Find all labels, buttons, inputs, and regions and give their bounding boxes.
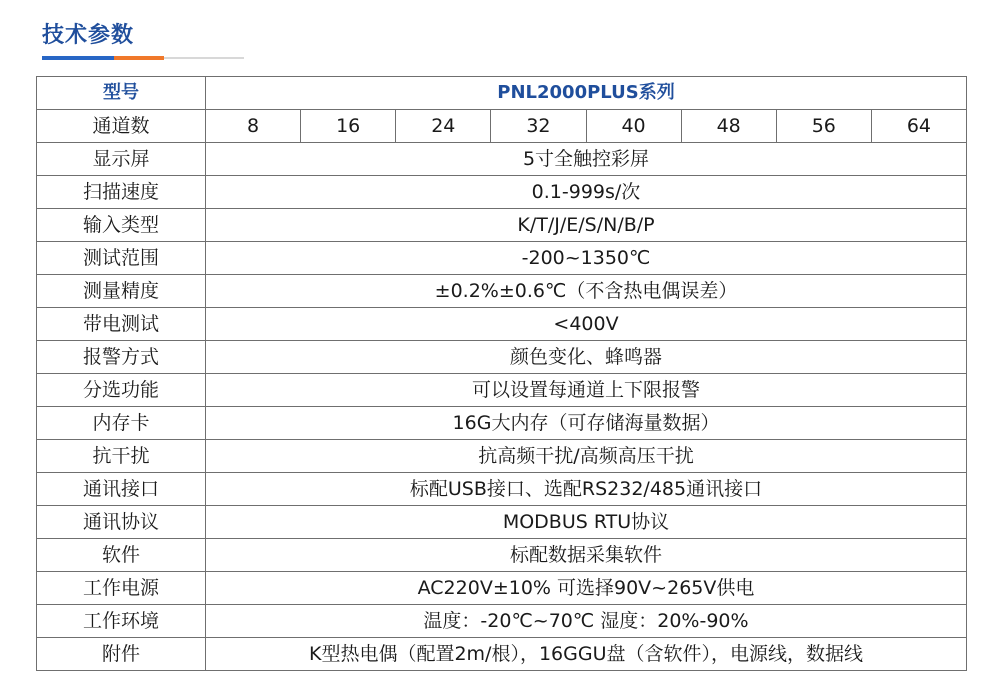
channel-count-cell: 64	[871, 110, 966, 143]
channel-count-cell: 40	[586, 110, 681, 143]
spec-value: AC220V±10% 可选择90V~265V供电	[206, 572, 967, 605]
spec-label: 软件	[37, 539, 206, 572]
spec-row	[37, 473, 967, 506]
spec-label: 工作环境	[37, 605, 206, 638]
spec-row	[37, 440, 967, 473]
spec-row	[37, 605, 967, 638]
spec-row	[37, 143, 967, 176]
spec-row	[37, 341, 967, 374]
spec-row	[37, 572, 967, 605]
spec-row	[37, 638, 967, 671]
channels-label: 通道数	[37, 110, 206, 143]
spec-value: 16G大内存（可存储海量数据）	[206, 407, 967, 440]
spec-label: 抗干扰	[37, 440, 206, 473]
title-underline-blue	[42, 56, 114, 60]
spec-label: 显示屏	[37, 143, 206, 176]
table-header-row	[37, 77, 967, 110]
title-underline-orange	[114, 56, 164, 60]
model-value: PNL2000PLUS系列	[206, 77, 967, 110]
channel-count-cell: 16	[301, 110, 396, 143]
channel-count-cell: 32	[491, 110, 586, 143]
spec-label: 带电测试	[37, 308, 206, 341]
spec-row	[37, 176, 967, 209]
spec-row	[37, 506, 967, 539]
spec-value: MODBUS RTU协议	[206, 506, 967, 539]
spec-value: 标配USB接口、选配RS232/485通讯接口	[206, 473, 967, 506]
section-title: 技术参数	[42, 23, 135, 48]
title-underline-gray	[164, 57, 244, 59]
spec-value: -200~1350℃	[206, 242, 967, 275]
spec-row	[37, 407, 967, 440]
channel-count-cell: 8	[206, 110, 301, 143]
model-label: 型号	[37, 77, 206, 110]
spec-value: <400V	[206, 308, 967, 341]
spec-label: 附件	[37, 638, 206, 671]
spec-value: 颜色变化、蜂鸣器	[206, 341, 967, 374]
spec-row	[37, 539, 967, 572]
spec-label: 通讯协议	[37, 506, 206, 539]
spec-label: 工作电源	[37, 572, 206, 605]
spec-value: 0.1-999s/次	[206, 176, 967, 209]
spec-label: 分选功能	[37, 374, 206, 407]
spec-row	[37, 209, 967, 242]
spec-row	[37, 275, 967, 308]
spec-label: 内存卡	[37, 407, 206, 440]
spec-value: 标配数据采集软件	[206, 539, 967, 572]
spec-value: 5寸全触控彩屏	[206, 143, 967, 176]
spec-label: 测试范围	[37, 242, 206, 275]
spec-row	[37, 308, 967, 341]
channel-count-cell: 56	[776, 110, 871, 143]
spec-label: 测量精度	[37, 275, 206, 308]
spec-value: ±0.2%±0.6℃（不含热电偶误差）	[206, 275, 967, 308]
channel-count-cell: 24	[396, 110, 491, 143]
spec-value: K型热电偶（配置2m/根），16GGU盘（含软件），电源线，数据线	[206, 638, 967, 671]
spec-label: 报警方式	[37, 341, 206, 374]
spec-value: 抗高频干扰/高频高压干扰	[206, 440, 967, 473]
spec-label: 扫描速度	[37, 176, 206, 209]
spec-table	[36, 76, 967, 671]
spec-row	[37, 374, 967, 407]
spec-value: 可以设置每通道上下限报警	[206, 374, 967, 407]
spec-row	[37, 242, 967, 275]
spec-value: 温度：-20℃~70℃ 湿度：20%-90%	[206, 605, 967, 638]
channels-row	[37, 110, 967, 143]
spec-label: 输入类型	[37, 209, 206, 242]
spec-label: 通讯接口	[37, 473, 206, 506]
spec-value: K/T/J/E/S/N/B/P	[206, 209, 967, 242]
channel-count-cell: 48	[681, 110, 776, 143]
